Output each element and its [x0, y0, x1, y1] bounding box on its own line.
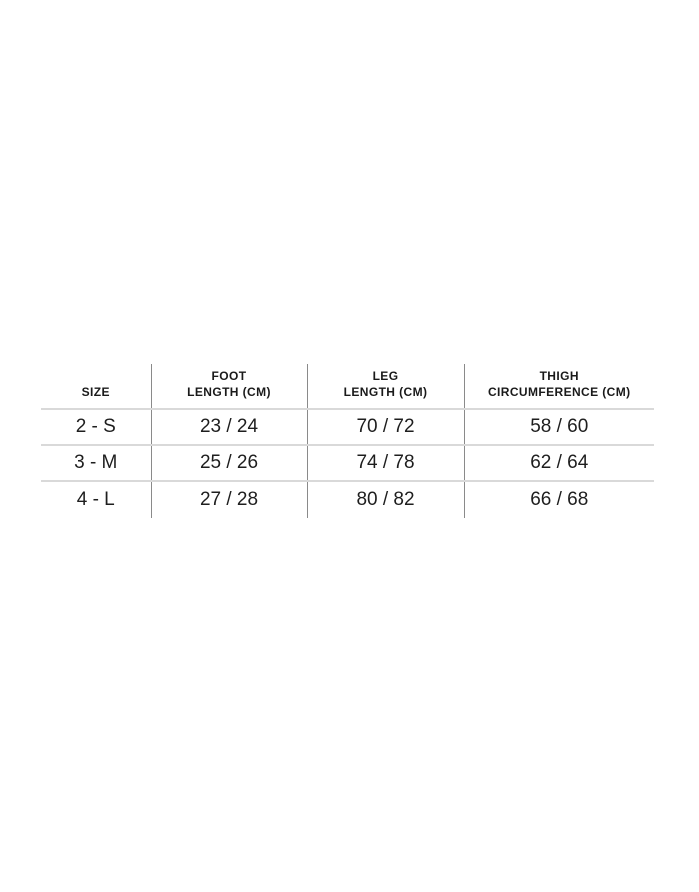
table-row — [41, 445, 654, 481]
column-header-thigh-circumference — [464, 364, 654, 409]
table-row — [41, 481, 654, 518]
column-header-leg-length-line2: LENGTH (CM) — [343, 385, 428, 399]
cell-foot-length: 25 / 26 — [151, 445, 307, 481]
column-header-thigh-circumference-line1: THIGH — [539, 369, 579, 383]
column-header-foot-length-line1: FOOT — [211, 369, 247, 383]
cell-thigh-circumference: 66 / 68 — [464, 481, 654, 518]
cell-size: 4 - L — [76, 489, 115, 510]
table-header-row — [41, 364, 654, 409]
column-header-thigh-circumference-line2: CIRCUMFERENCE (CM) — [487, 385, 631, 399]
column-header-foot-length — [151, 364, 307, 409]
cell-foot-length: 27 / 28 — [151, 481, 307, 518]
cell-leg-length: 74 / 78 — [307, 445, 464, 481]
cell-thigh-circumference: 62 / 64 — [464, 445, 654, 481]
column-header-leg-length — [307, 364, 464, 409]
size-chart-table — [41, 364, 654, 518]
column-header-size — [41, 364, 151, 409]
cell-leg-length: 80 / 82 — [307, 481, 464, 518]
cell-size: 3 - M — [41, 445, 151, 481]
column-header-size-line2: SIZE — [81, 385, 110, 399]
column-header-foot-length-line2: LENGTH (CM) — [187, 385, 271, 399]
column-header-leg-length-line1: LEG — [372, 369, 399, 383]
cell-foot-length: 23 / 24 — [151, 409, 307, 445]
cell-leg-length: 70 / 72 — [307, 409, 464, 445]
cell-thigh-circumference: 58 / 60 — [464, 409, 654, 445]
table-row — [41, 409, 654, 445]
cell-size: 2 - S — [41, 409, 151, 445]
